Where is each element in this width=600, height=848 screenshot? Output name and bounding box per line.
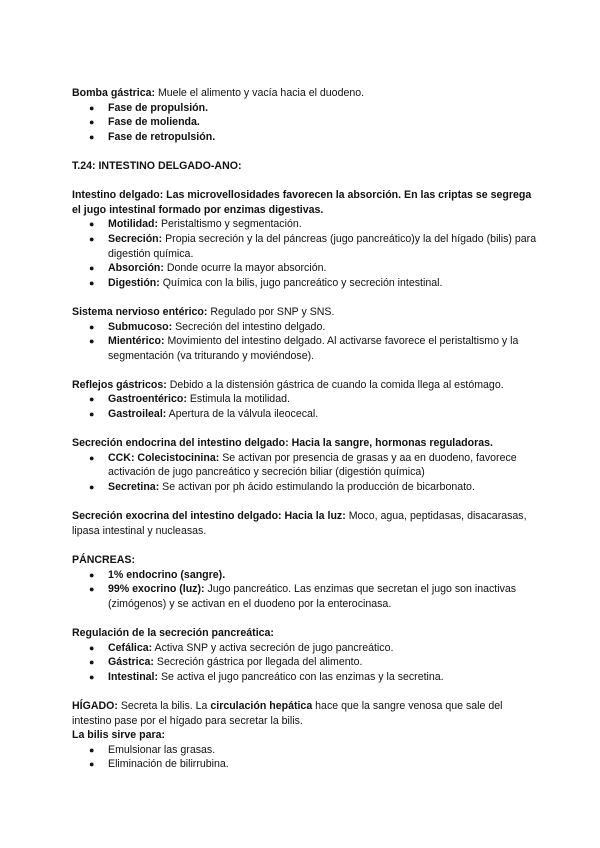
- intestino-title: Intestino delgado: Las microvellosidades favorecen la absorción. En las criptas se segrega el jugo intestinal formado por enzimas digestivas.: [72, 189, 532, 216]
- item-term: 1% endocrino (sangre).: [108, 568, 226, 581]
- bullet-icon: ●: [89, 642, 95, 653]
- item-text: Movimiento del intestino delgado. Al activarse favorece el peristaltismo y la segmentación (va triturando y moviéndose).: [108, 335, 519, 362]
- item-term: Submucoso:: [108, 320, 173, 333]
- item-term: Secreción:: [108, 232, 163, 245]
- item-term: Secretina:: [108, 481, 160, 494]
- sne-paragraph: [72, 305, 542, 320]
- item-text: Donde ocurre la mayor absorción.: [163, 262, 327, 275]
- bullet-icon: ●: [89, 277, 95, 288]
- higado-title: HÍGADO:: [72, 699, 118, 712]
- sne-title: Sistema nervioso entérico:: [72, 305, 208, 318]
- regulacion-heading: [72, 626, 542, 641]
- list-item: [72, 232, 542, 261]
- list-item: [72, 276, 542, 291]
- bilis-subtitle: La bilis sirve para:: [72, 729, 166, 742]
- item-term: Gastroileal:: [108, 408, 167, 421]
- list-item-text: Fase de propulsión.: [108, 101, 209, 114]
- endocrina-list: [72, 451, 542, 495]
- bullet-icon: ●: [89, 263, 95, 274]
- bullet-icon: ●: [89, 394, 95, 405]
- item-text: Propia secreción y la del páncreas (jugo pancreático)y la del hígado (bilis) para digestión química.: [108, 232, 537, 260]
- bullet-icon: ●: [89, 321, 95, 332]
- list-item-text: Eliminación de bilirrubina.: [108, 758, 229, 771]
- bullet-icon: ●: [89, 102, 95, 113]
- list-item: [72, 480, 542, 495]
- intestino-list: [72, 217, 542, 290]
- item-text: Peristaltismo y segmentación.: [158, 218, 302, 231]
- bullet-icon: ●: [89, 336, 95, 347]
- reflejos-paragraph: [72, 378, 542, 393]
- list-item-text: Fase de molienda.: [108, 116, 200, 129]
- item-text: Se activan por presencia de grasas y aa en duodeno, favorece activación de jugo pancreático y secreción biliar (digestión química): [108, 451, 517, 479]
- list-item: [72, 101, 542, 116]
- item-text: Activa SNP y activa secreción de jugo pancreático.: [152, 641, 394, 654]
- item-text: Apertura de la válvula ileocecal.: [166, 408, 319, 421]
- list-item: [72, 407, 542, 422]
- list-item: [72, 392, 542, 407]
- regulacion-title: Regulación de la secreción pancreática:: [72, 626, 274, 639]
- pancreas-heading: [72, 553, 542, 568]
- item-term: Cefálica:: [108, 641, 153, 654]
- sne-text: Regulado por SNP y SNS.: [207, 305, 335, 318]
- bomba-title: Bomba gástrica:: [72, 87, 156, 99]
- item-term: Digestión:: [108, 276, 160, 289]
- document-body: [72, 86, 542, 772]
- list-item-text: Fase de retropulsión.: [108, 130, 216, 143]
- bullet-icon: ●: [89, 117, 95, 128]
- exocrina-text: Moco, agua, peptidasas, disacarasas, lipasa intestinal y nucleasas.: [72, 510, 527, 537]
- item-term: Gástrica:: [108, 656, 154, 669]
- bilis-list: [72, 743, 542, 772]
- item-term: Intestinal:: [108, 670, 159, 683]
- section-title: T.24: INTESTINO DELGADO-ANO:: [72, 159, 242, 172]
- exocrina-title: Secreción exocrina del intestino delgado: Hacia la luz:: [72, 510, 346, 523]
- list-item: [72, 641, 542, 656]
- bullet-icon: ●: [89, 482, 95, 493]
- list-item: [72, 217, 542, 232]
- list-item: [72, 670, 542, 685]
- list-item: [72, 130, 542, 145]
- item-term: 99% exocrino (luz):: [108, 583, 205, 596]
- higado-text-1: Secreta la bilis. La: [117, 699, 211, 712]
- bullet-icon: ●: [89, 759, 95, 770]
- item-term: Mientérico:: [108, 335, 165, 348]
- section-heading: [72, 159, 542, 174]
- item-term: CCK: Colecistocinina:: [108, 451, 220, 464]
- list-item: [72, 757, 542, 772]
- bullet-icon: ●: [89, 219, 95, 230]
- list-item: [72, 451, 542, 480]
- bullet-icon: ●: [89, 233, 95, 244]
- regulacion-list: [72, 641, 542, 685]
- bomba-text: Muele el alimento y vacía hacia el duodeno.: [155, 87, 365, 99]
- list-item: [72, 568, 542, 583]
- item-term: Motilidad:: [108, 218, 159, 231]
- item-term: Gastroentérico:: [108, 393, 187, 406]
- bomba-paragraph: [72, 86, 542, 101]
- bullet-icon: ●: [89, 131, 95, 142]
- item-text: Secreción gástrica por llegada del alimento.: [153, 656, 363, 669]
- list-item: [72, 655, 542, 670]
- pancreas-list: [72, 568, 542, 612]
- item-text: Secreción del intestino delgado.: [172, 320, 326, 333]
- endocrina-title: Secreción endocrina del intestino delgado: Hacia la sangre, hormonas reguladoras.: [72, 437, 493, 450]
- list-item: [72, 261, 542, 276]
- higado-text-2: hace que la sangre venosa que sale del intestino pase por el hígado para secretar la bilis.: [72, 699, 503, 727]
- reflejos-title: Reflejos gástricos:: [72, 378, 167, 391]
- item-text: Jugo pancreático. Las enzimas que secretan el jugo son inactivas (zimógenos) y se activan en el duodeno por la enterocinasa.: [108, 583, 517, 610]
- list-item: [72, 334, 542, 363]
- list-item: [72, 582, 542, 611]
- higado-paragraph: [72, 699, 542, 728]
- item-text: Se activan por ph ácido estimulando la producción de bicarbonato.: [159, 481, 475, 494]
- reflejos-list: [72, 392, 542, 421]
- list-item-text: Emulsionar las grasas.: [108, 743, 216, 756]
- bullet-icon: ●: [89, 584, 95, 595]
- bullet-icon: ●: [89, 452, 95, 463]
- item-term: Absorción:: [108, 262, 164, 275]
- list-item: [72, 115, 542, 130]
- pancreas-title: PÁNCREAS:: [72, 554, 135, 566]
- higado-bold: circulación hepática: [210, 699, 313, 712]
- bullet-icon: ●: [89, 569, 95, 580]
- item-text: Estimula la motilidad.: [186, 393, 290, 406]
- bullet-icon: ●: [89, 657, 95, 668]
- bomba-list: [72, 101, 542, 145]
- endocrina-paragraph: [72, 436, 542, 451]
- list-item: [72, 320, 542, 335]
- list-item: [72, 743, 542, 758]
- bullet-icon: ●: [89, 671, 95, 682]
- sne-list: [72, 320, 542, 364]
- reflejos-text: Debido a la distensión gástrica de cuando la comida llega al estómago.: [166, 378, 504, 391]
- item-text: Química con la bilis, jugo pancreático y secreción intestinal.: [159, 276, 443, 289]
- bullet-icon: ●: [89, 744, 95, 755]
- bullet-icon: ●: [89, 409, 95, 420]
- bilis-heading: [72, 728, 542, 743]
- item-text: Se activa el jugo pancreático con las enzimas y la secretina.: [158, 670, 444, 683]
- exocrina-paragraph: [72, 509, 542, 538]
- intestino-paragraph: [72, 188, 542, 217]
